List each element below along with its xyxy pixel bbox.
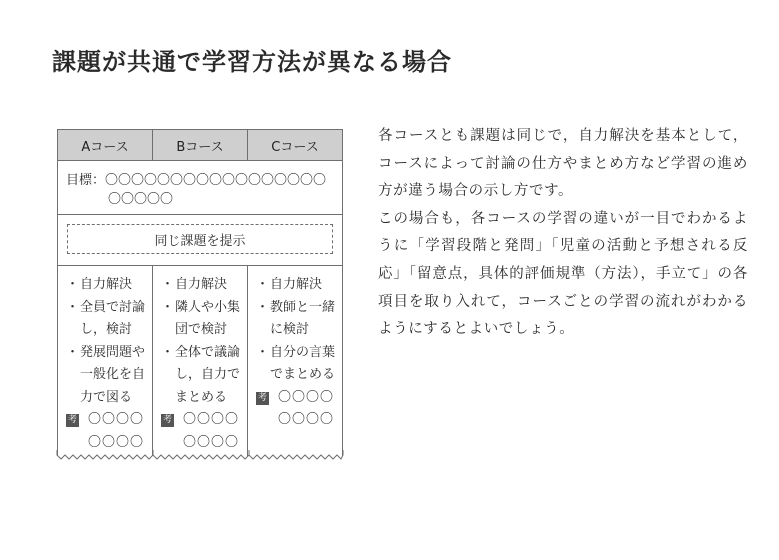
course-b-column bbox=[153, 266, 248, 456]
kou-badge-icon: 考 bbox=[67, 415, 77, 425]
kou-badge-icon: 考 bbox=[257, 392, 267, 403]
course-c-column bbox=[248, 266, 342, 456]
explanation-paragraph-2: この場合も，各コースの学習の違いが一目でわかるように「学習段階と発問」「児童の活動と予想される反応」「留意点，具体的評価規準（方法），手立て」の各項目を取り入れて，コースごとの学習の流れがわかるようにするとよいでしょう。 bbox=[378, 210, 748, 338]
list-item: ・ 自力解決 bbox=[66, 277, 133, 292]
lesson-plan-sheet bbox=[57, 129, 343, 456]
goal-line-2: 〇〇〇〇〇 bbox=[108, 192, 174, 207]
consideration-note: 考 〇〇〇〇 〇〇〇〇 bbox=[162, 412, 240, 450]
course-a-header: Aコース bbox=[58, 130, 153, 160]
course-header-row bbox=[58, 130, 342, 161]
course-columns bbox=[58, 266, 342, 456]
task-section bbox=[58, 215, 342, 266]
list-item: ・ 全体で議論 し，自力で まとめる bbox=[161, 344, 241, 405]
course-c-header: Cコース bbox=[248, 130, 342, 160]
course-b-header: Bコース bbox=[153, 130, 248, 160]
list-item: ・ 自分の言葉 でまとめる bbox=[256, 344, 336, 382]
consideration-note: 考 〇〇〇〇 〇〇〇〇 bbox=[257, 389, 335, 427]
list-item: ・ 自力解決 bbox=[256, 277, 323, 292]
list-item: ・ 自力解決 bbox=[161, 277, 228, 292]
torn-edge-divider bbox=[56, 450, 346, 462]
common-task-box: 同じ課題を提示 bbox=[67, 224, 333, 254]
kou-badge-icon: 考 bbox=[162, 415, 172, 425]
list-item: ・ 全員で討論 し，検討 bbox=[66, 299, 146, 337]
explanation-paragraph-1: 各コースとも課題は同じで，自力解決を基本として，コースによって討論の仕方やまとめ方など学習の進め方が違う場合の示し方です。 bbox=[378, 128, 748, 200]
page-title: 課題が共通で学習方法が異なる場合 bbox=[52, 48, 452, 76]
explanation-text bbox=[378, 123, 748, 344]
goal-section bbox=[58, 161, 342, 215]
list-item: ・ 発展問題や 一般化を自 力で図る bbox=[66, 344, 146, 405]
list-item: ・ 隣人や小集 団で検討 bbox=[161, 299, 241, 337]
list-item: ・ 教師と一緒 に検討 bbox=[256, 299, 336, 337]
consideration-note: 考 〇〇〇〇 〇〇〇〇 bbox=[67, 412, 145, 450]
course-a-column bbox=[58, 266, 153, 456]
goal-line-1: 目標：〇〇〇〇〇〇〇〇〇〇〇〇〇〇〇〇〇 bbox=[66, 173, 327, 188]
